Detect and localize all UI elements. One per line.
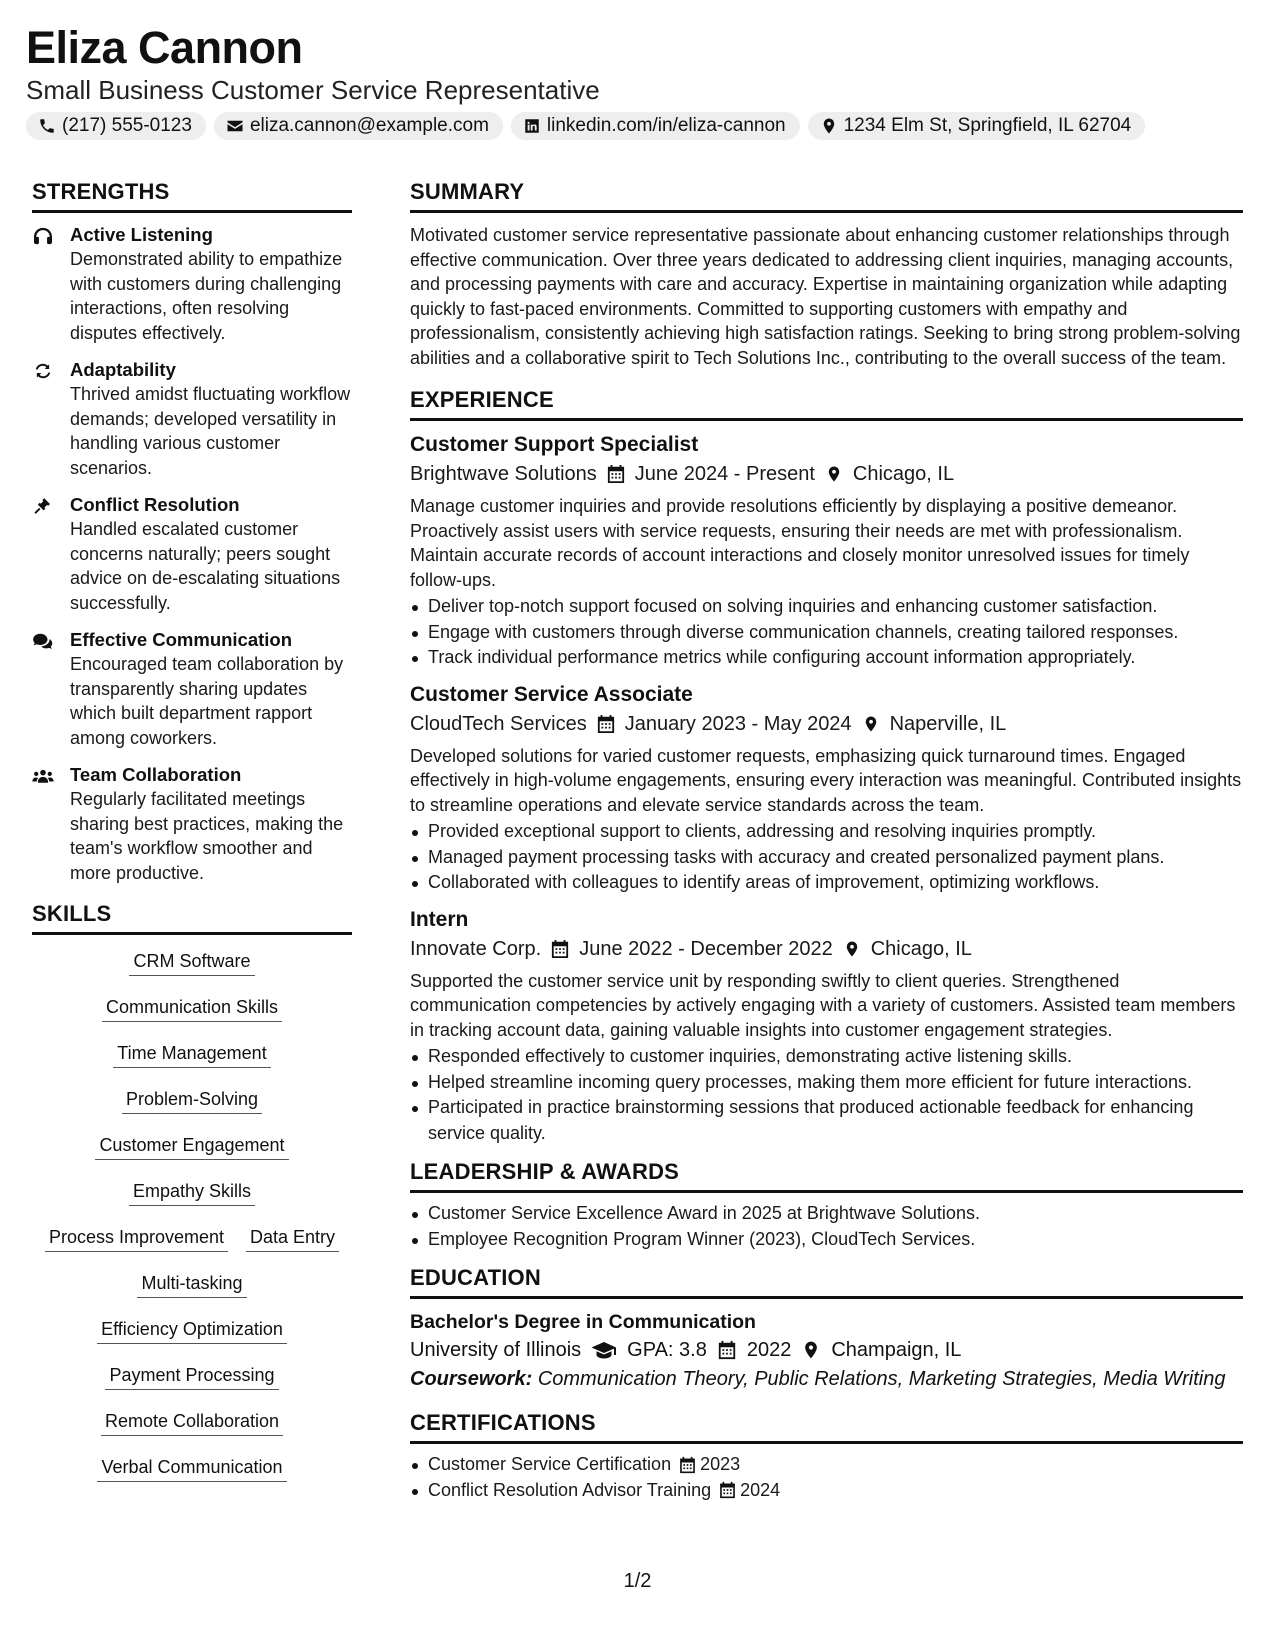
certifications-list xyxy=(410,1452,1243,1503)
map-pin-icon xyxy=(843,939,861,959)
left-column xyxy=(32,176,352,1501)
job-company: Brightwave Solutions xyxy=(410,463,597,485)
strength-desc: Regularly facilitated meetings sharing best practices, making the team's workflow smoother and more productive. xyxy=(70,789,344,883)
job-title: Customer Support Specialist xyxy=(410,433,699,456)
calendar-icon xyxy=(679,1456,696,1474)
bullet-item: Managed payment processing tasks with accuracy and created personalized payment plans. xyxy=(410,845,1243,871)
job-meta xyxy=(410,459,1243,489)
bullet-item: Provided exceptional support to clients, addressing and resolving inquiries promptly. xyxy=(410,819,1243,845)
job-description: Manage customer inquiries and provide resolutions efficiently by displaying a positive demeanor. Proactively assist users with service requests, ensuring their needs are met with professionalism. Maintain accurate records of account interactions and closely monitor unresolved issues for timely follow-ups. xyxy=(410,496,1190,590)
job-bullets xyxy=(410,1044,1243,1146)
job-entry xyxy=(410,906,1243,1147)
candidate-name: Eliza Cannon xyxy=(26,22,303,73)
awards-list xyxy=(410,1201,1243,1252)
strength-desc: Demonstrated ability to empathize with customers during challenging interactions, often resolving disputes effectively. xyxy=(70,249,343,343)
edu-school: University of Illinois xyxy=(410,1339,582,1361)
contact-address[interactable] xyxy=(808,112,1146,140)
skill-tag: Multi-tasking xyxy=(137,1271,246,1298)
envelope-icon xyxy=(226,117,244,135)
job-description: Developed solutions for varied customer requests, emphasizing quick turnaround times. Engaged effectively in high-volume engagements, ensuring every interaction was meaningful. Contributed insights to streamline operations and elevate service standards across the team. xyxy=(410,745,1242,815)
skill-tag: Efficiency Optimization xyxy=(97,1317,287,1344)
job-entry xyxy=(410,681,1243,896)
strength-name: Active Listening xyxy=(70,224,213,245)
contact-email-text: eliza.cannon@example.com xyxy=(249,115,489,136)
job-bullets xyxy=(410,594,1243,671)
strength-item xyxy=(32,358,352,480)
job-dates: June 2024 - Present xyxy=(634,463,815,485)
calendar-icon xyxy=(551,939,569,959)
strength-desc: Encouraged team collaboration by transparently sharing updates which built department rapport among coworkers. xyxy=(70,654,344,748)
job-location: Naperville, IL xyxy=(889,712,1007,735)
comments-icon xyxy=(32,632,54,650)
skill-tag: Verbal Communication xyxy=(97,1455,286,1482)
candidate-title: Small Business Customer Service Representative xyxy=(26,75,600,105)
strengths-heading: STRENGTHS xyxy=(32,176,352,213)
strength-item xyxy=(32,628,352,750)
skill-tag: Payment Processing xyxy=(105,1363,278,1390)
bullet-item: Track individual performance metrics while configuring account information appropriately. xyxy=(410,645,1243,671)
job-entry xyxy=(410,431,1243,671)
education-heading: EDUCATION xyxy=(410,1262,1243,1299)
certifications-heading: CERTIFICATIONS xyxy=(410,1407,1243,1444)
skill-tag: Time Management xyxy=(113,1041,270,1068)
strength-item xyxy=(32,493,352,615)
cert-name: Customer Service Certification xyxy=(428,1454,672,1474)
edu-gpa: GPA: 3.8 xyxy=(627,1339,707,1361)
resume-header xyxy=(26,22,1246,140)
cert-year: 2023 xyxy=(700,1454,741,1474)
phone-icon xyxy=(38,117,56,135)
skill-tag: Remote Collaboration xyxy=(101,1409,283,1436)
summary-text: Motivated customer service representative passionate about enhancing customer relationships through effective communication. Over three years dedicated to addressing client inquiries, managing accounts, and processing payments with care and accuracy. Expertise in maintaining organization while adapting quickly to fast-paced environments. Committed to supporting customers with empathy and professionalism, consistently achieving high satisfaction ratings. Seeking to bring strong problem-solving abilities and a collaborative spirit to Tech Solutions Inc., contributing to the overall success of the team. xyxy=(410,225,1241,368)
calendar-icon xyxy=(597,714,615,734)
strength-item xyxy=(32,223,352,345)
map-pin-icon xyxy=(825,464,843,484)
strength-desc: Thrived amidst fluctuating workflow demands; developed versatility in handling various customer scenarios. xyxy=(70,384,351,478)
skills-heading: SKILLS xyxy=(32,898,352,935)
contact-linkedin-text: linkedin.com/in/eliza-cannon xyxy=(546,115,786,136)
map-pin-icon xyxy=(820,117,838,135)
awards-heading: LEADERSHIP & AWARDS xyxy=(410,1156,1243,1193)
graduation-cap-icon xyxy=(591,1340,617,1360)
users-icon xyxy=(32,767,54,785)
skill-tag: CRM Software xyxy=(129,949,254,976)
bullet-item: Responded effectively to customer inquiries, demonstrating active listening skills. xyxy=(410,1044,1243,1070)
headphones-icon xyxy=(32,227,54,245)
calendar-icon xyxy=(717,1340,737,1360)
cert-item xyxy=(410,1478,1243,1504)
linkedin-icon xyxy=(523,117,541,135)
contact-phone-text: (217) 555-0123 xyxy=(62,115,192,136)
strength-item xyxy=(32,763,352,885)
education-entry xyxy=(410,1309,1243,1393)
page-number: 1/2 xyxy=(623,1570,652,1592)
skill-tag: Problem-Solving xyxy=(122,1087,262,1114)
contact-bar xyxy=(26,112,1246,140)
coursework-text: Communication Theory, Public Relations, Marketing Strategies, Media Writing xyxy=(537,1368,1226,1390)
edu-degree: Bachelor's Degree in Communication xyxy=(410,1311,756,1333)
bullet-item: Engage with customers through diverse communication channels, creating tailored responses. xyxy=(410,620,1243,646)
cert-year: 2024 xyxy=(740,1479,781,1500)
edu-location: Champaign, IL xyxy=(831,1339,962,1361)
edu-coursework xyxy=(410,1365,1243,1393)
job-dates: January 2023 - May 2024 xyxy=(624,712,852,735)
skill-tag: Communication Skills xyxy=(102,995,282,1022)
award-item: Employee Recognition Program Winner (2023), CloudTech Services. xyxy=(410,1227,1243,1253)
contact-phone[interactable] xyxy=(26,112,206,140)
strength-name: Adaptability xyxy=(70,359,176,380)
bullet-item: Deliver top-notch support focused on solving inquiries and enhancing customer satisfaction. xyxy=(410,594,1243,620)
map-pin-icon xyxy=(862,714,880,734)
strength-name: Conflict Resolution xyxy=(70,494,240,515)
strength-name: Team Collaboration xyxy=(70,764,242,785)
skills-section xyxy=(32,898,352,1501)
cert-name: Conflict Resolution Advisor Training xyxy=(428,1479,712,1500)
cert-item xyxy=(410,1452,1243,1478)
sync-icon xyxy=(32,362,54,380)
job-bullets xyxy=(410,819,1243,896)
award-item: Customer Service Excellence Award in 2025 at Brightwave Solutions. xyxy=(410,1201,1243,1227)
job-title: Intern xyxy=(410,907,469,931)
map-pin-icon xyxy=(801,1340,821,1360)
strength-desc: Handled escalated customer concerns naturally; peers sought advice on de-escalating situations successfully. xyxy=(70,519,341,613)
coursework-label: Coursework: xyxy=(410,1368,533,1390)
contact-linkedin[interactable] xyxy=(511,112,800,140)
job-meta xyxy=(410,934,1243,964)
skill-tag: Data Entry xyxy=(246,1225,339,1252)
gavel-icon xyxy=(32,497,54,515)
job-title: Customer Service Associate xyxy=(410,682,693,706)
job-dates: June 2022 - December 2022 xyxy=(579,937,833,960)
skill-tag: Customer Engagement xyxy=(95,1133,288,1160)
calendar-icon xyxy=(719,1481,736,1499)
job-description: Supported the customer service unit by responding swiftly to client queries. Strengthened communication competencies by actively engaging with a variety of customers. Assisted team members in tracking account data, gaining valuable insights into customer engagement strategies. xyxy=(410,970,1236,1040)
strength-name: Effective Communication xyxy=(70,629,293,650)
job-location: Chicago, IL xyxy=(870,937,972,960)
bullet-item: Participated in practice brainstorming sessions that produced actionable feedback for enhancing service quality. xyxy=(410,1095,1243,1146)
skill-tag: Process Improvement xyxy=(45,1225,228,1252)
edu-meta xyxy=(410,1335,1243,1365)
experience-heading: EXPERIENCE xyxy=(410,384,1243,421)
job-location: Chicago, IL xyxy=(852,463,955,485)
strengths-list xyxy=(32,223,352,885)
bullet-item: Collaborated with colleagues to identify areas of improvement, optimizing workflows. xyxy=(410,870,1243,896)
right-column xyxy=(410,176,1243,1503)
calendar-icon xyxy=(607,464,625,484)
skills-list xyxy=(32,949,352,1501)
job-company: CloudTech Services xyxy=(410,712,587,735)
skill-tag: Empathy Skills xyxy=(129,1179,255,1206)
contact-address-text: 1234 Elm St, Springfield, IL 62704 xyxy=(843,115,1132,136)
edu-year: 2022 xyxy=(746,1339,792,1361)
job-meta xyxy=(410,709,1243,739)
bullet-item: Helped streamline incoming query processes, making them more efficient for future interactions. xyxy=(410,1070,1243,1096)
summary-heading: SUMMARY xyxy=(410,176,1243,213)
contact-email[interactable] xyxy=(214,112,503,140)
job-company: Innovate Corp. xyxy=(410,937,542,960)
